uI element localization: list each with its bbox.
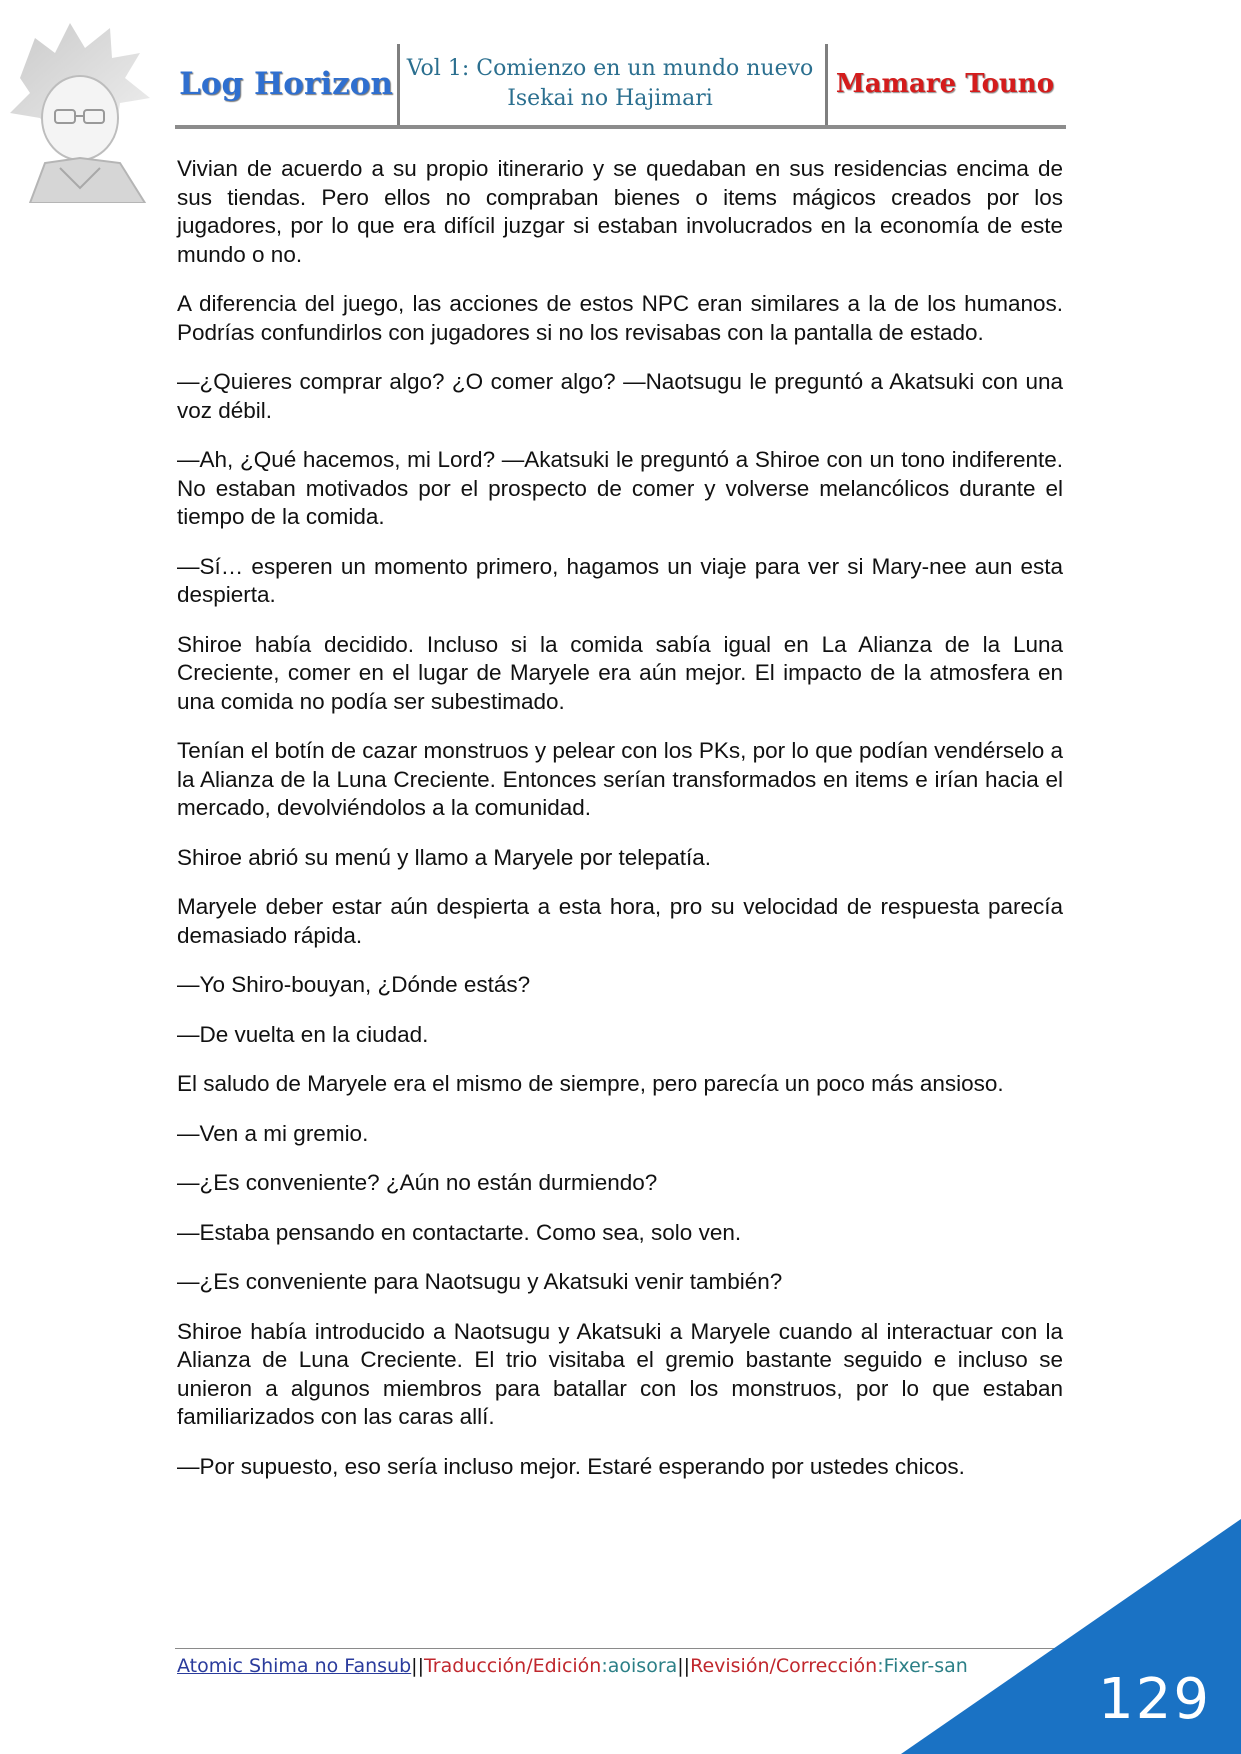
paragraph: —Ven a mi gremio. [177, 1120, 369, 1146]
reviewer-name: Fixer-san [883, 1655, 968, 1677]
volume-title [400, 40, 820, 128]
author-name: Mamare Touno [835, 69, 1055, 99]
page-body [177, 155, 1063, 1502]
paragraph: —Yo Shiro-bouyan, ¿Dónde estás? [177, 972, 531, 997]
footer-separator: || [411, 1655, 424, 1677]
paragraph: —¿Es conveniente para Naotsugu y Akatsuki venir también? [177, 1269, 783, 1294]
translator-name: aoisora [607, 1655, 678, 1677]
series-title: Log Horizon [179, 66, 393, 102]
paragraph: —De vuelta en la ciudad. [177, 1021, 429, 1047]
paragraph: A diferencia del juego, las acciones de estos NPC eran similares a la de los humanos. Podrías confundirlos con jugadores si no los revisabas con la pantalla de estado. [177, 291, 1063, 345]
paragraph: Shiroe abrió su menú y llamo a Maryele por telepatía. [177, 844, 712, 870]
paragraph: Vivian de acuerdo a su propio itinerario y se quedaban en sus residencias encima de sus tiendas. Pero ellos no compraban bienes o items mágicos creados por los jugadores, por lo que era difícil juzgar si estaban involucrados en la economía de este mundo o no. [177, 156, 1063, 267]
paragraph: Shiroe había introducido a Naotsugu y Akatsuki a Maryele cuando al interactuar con la Alianza de Luna Creciente. El trio visitaba el gremio bastante seguido e incluso se unieron a algunos miembros para batallar con los monstruos, por lo que estaban familiarizados con las caras allí. [177, 1318, 1063, 1429]
paragraph: Tenían el botín de cazar monstruos y pelear con los PKs, por lo que podían vendérselo a la Alianza de la Luna Creciente. Entonces serían transformados en items e irían hacia el mercado, devolviéndolos a la comunidad. [177, 738, 1063, 820]
paragraph: —¿Quieres comprar algo? ¿O comer algo? —Naotsugu le preguntó a Akatsuki con una voz débil. [177, 369, 1063, 423]
volume-line-1: Vol 1: Comienzo en un mundo nuevo [406, 56, 814, 81]
revision-label: Revisión/Corrección [690, 1655, 878, 1677]
paragraph: —Por supuesto, eso sería incluso mejor. Estaré esperando por ustedes chicos. [177, 1453, 965, 1479]
colon: : [601, 1655, 608, 1677]
translation-label: Traducción/Edición [423, 1655, 602, 1677]
paragraph: Maryele deber estar aún despierta a esta hora, pro su velocidad de respuesta parecía demasiado rápida. [177, 894, 1063, 948]
credits-footer [177, 1655, 968, 1677]
paragraph: Shiroe había decidido. Incluso si la comida sabía igual en La Alianza de la Luna Creciente, comer en el lugar de Maryele era aún mejor. El impacto de la atmosfera en una comida no podía ser subestimado. [177, 631, 1063, 714]
page-number: 129 [1098, 1667, 1211, 1732]
colon: : [877, 1655, 884, 1677]
fansub-link[interactable]: Atomic Shima no Fansub [177, 1655, 412, 1677]
paragraph: —¿Es conveniente? ¿Aún no están durmiendo? [177, 1170, 658, 1195]
paragraph: —Estaba pensando en contactarte. Como sea, solo ven. [177, 1219, 742, 1245]
footer-separator: || [677, 1655, 691, 1677]
page-header [175, 40, 1065, 130]
paragraph: —Ah, ¿Qué hacemos, mi Lord? —Akatsuki le preguntó a Shiroe con un tono indiferente. No estaban motivados por el prospecto de comer y volverse melancólicos durante el tiempo de la comida. [177, 447, 1063, 529]
volume-line-2: Isekai no Hajimari [507, 86, 713, 111]
header-rule [175, 125, 1066, 129]
paragraph: El saludo de Maryele era el mismo de siempre, pero parecía un poco más ansioso. [177, 1071, 1004, 1096]
character-portrait-icon [0, 18, 160, 203]
paragraph: —Sí… esperen un momento primero, hagamos un viaje para ver si Mary-nee aun esta despierta. [177, 553, 1063, 607]
